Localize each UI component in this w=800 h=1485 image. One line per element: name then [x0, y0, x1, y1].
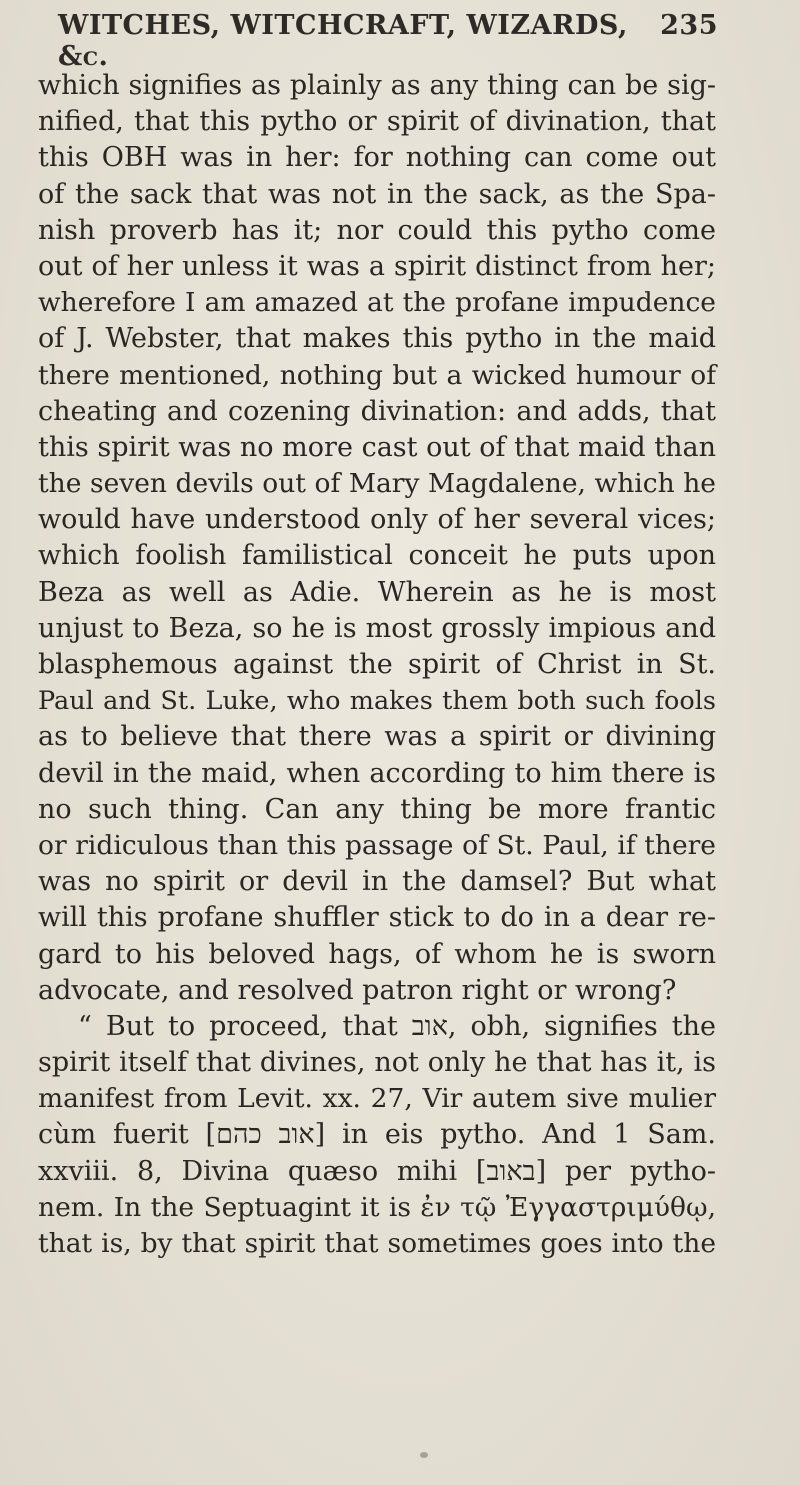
- text-line: unjust to Beza, so he is most grossly impious and: [38, 612, 716, 644]
- text-line: there mentioned, nothing but a wicked humour of: [38, 359, 716, 391]
- body-text: [38, 68, 716, 1262]
- text-line: devil in the maid, when according to him there is: [38, 757, 716, 789]
- text-line: nified, that this pytho or spirit of divination, that: [38, 106, 716, 138]
- text-line: of J. Webster, that makes this pytho in the maid: [38, 323, 716, 355]
- text-line: xxviii. 8, Divina quæso mihi [באוב] per pytho-: [38, 1155, 716, 1187]
- text-line: that is, by that spirit that sometimes goes into the: [38, 1228, 716, 1259]
- ink-speck: [420, 1452, 428, 1458]
- text-line: Paul and St. Luke, who makes them both such fools: [38, 686, 716, 717]
- text-line: which signifies as plainly as any thing can be sig-: [38, 70, 716, 101]
- text-line: “ But to proceed, that אוב, obh, signifies the: [78, 1010, 717, 1042]
- text-line: will this profane shuffler stick to do in a dear re-: [38, 902, 716, 934]
- text-line: wherefore I am amazed at the profane impudence: [38, 287, 716, 319]
- page-number: 235: [660, 10, 718, 41]
- text-line: spirit itself that divines, not only he that has it, is: [38, 1047, 716, 1079]
- text-line: nem. In the Septuagint it is ἐν τῷ Ἐγγαστριμύθῳ,: [38, 1191, 716, 1223]
- text-line: was no spirit or devil in the damsel? But what: [38, 866, 716, 898]
- text-line: cheating and cozening divination: and adds, that: [38, 395, 716, 427]
- text-line: or ridiculous than this passage of St. Paul, if there: [38, 829, 716, 861]
- text-line: of the sack that was not in the sack, as the Spa-: [38, 178, 716, 210]
- text-line: would have understood only of her several vices;: [38, 504, 716, 536]
- text-line: gard to his beloved hags, of whom he is sworn: [38, 938, 716, 970]
- text-line: manifest from Levit. xx. 27, Vir autem sive mulier: [38, 1083, 716, 1115]
- text-line: the seven devils out of Mary Magdalene, which he: [38, 468, 716, 500]
- running-head-title: WITCHES, WITCHCRAFT, WIZARDS, &c.: [58, 10, 628, 72]
- text-line: Beza as well as Adie. Wherein as he is most: [38, 576, 716, 608]
- text-line: as to believe that there was a spirit or divining: [38, 721, 716, 753]
- text-line: out of her unless it was a spirit distinct from her;: [38, 250, 716, 282]
- text-line: this spirit was no more cast out of that maid than: [38, 431, 716, 463]
- text-line: nish proverb has it; nor could this pytho come: [38, 214, 716, 246]
- running-head: [58, 10, 718, 72]
- text-line: this OBH was in her: for nothing can come out: [38, 142, 716, 174]
- text-line: which foolish familistical conceit he puts upon: [38, 540, 716, 572]
- text-line: no such thing. Can any thing be more frantic: [38, 793, 716, 825]
- text-line: cùm fuerit [אוב כהם] in eis pytho. And 1 Sam.: [38, 1119, 716, 1151]
- text-line: blasphemous against the spirit of Christ in St.: [38, 649, 716, 680]
- text-line: advocate, and resolved patron right or wrong?: [38, 974, 677, 1006]
